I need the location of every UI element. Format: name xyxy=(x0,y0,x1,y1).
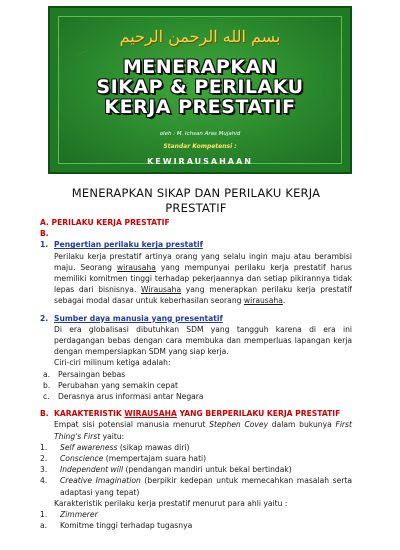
list-marker: c. xyxy=(43,392,50,402)
section-b2-heading xyxy=(40,408,352,419)
list-text: (pendangan mandiri untuk bekal bertindak) xyxy=(123,465,292,475)
list-marker: a. xyxy=(40,521,48,531)
document-body xyxy=(40,186,352,531)
subsection-2-heading xyxy=(40,313,352,324)
banner-standar-label: Standar Kompetensi : xyxy=(163,143,237,150)
subsection-title: Pengertian perilaku kerja prestatif xyxy=(54,240,203,250)
document-title xyxy=(40,186,352,215)
subsection-1-heading xyxy=(40,239,352,250)
document-title-line: PRESTATIF xyxy=(165,200,227,215)
text-run-italic: First Thing's First xyxy=(54,420,352,441)
banner-kompetensi: KEWIRAUSAHAAN xyxy=(147,157,253,166)
text-run: yaitu: xyxy=(100,431,125,441)
list-text: (mempertajam suara hati) xyxy=(103,454,207,464)
subsection-number: 1. xyxy=(40,240,49,250)
subsection-number: 2. xyxy=(40,313,49,323)
section-marker: B. xyxy=(40,409,49,419)
list-text-italic: Self awareness xyxy=(60,442,118,452)
text-run-italic: Stephen Covey xyxy=(209,420,269,430)
list-marker: 1. xyxy=(40,442,48,452)
text-run: KARAKTERISTIK xyxy=(54,409,125,419)
text-run-underlined: Wirausaha xyxy=(141,285,182,295)
banner-title xyxy=(59,57,341,117)
list-text-italic: Creative Imagination xyxy=(60,476,141,486)
list-marker: a. xyxy=(43,369,51,379)
list-text: (berpikir kedepan untuk memecahkan masalah serta adaptasi yang tepat) xyxy=(60,476,352,497)
list-item xyxy=(40,464,352,475)
list-item xyxy=(40,369,352,380)
text-run: dalam bukunya xyxy=(268,420,336,430)
list-marker: 3. xyxy=(40,465,48,475)
list-item xyxy=(40,520,352,531)
list-text: (sikap mawas diri) xyxy=(117,442,190,452)
text-run-underlined: WIRAUSAHA xyxy=(124,409,177,419)
list-item xyxy=(40,442,352,453)
text-run: yang mempunyai perilaku kerja prestatif harus memiliki komitmen tinggi terhadap pekerjaannya dan setiap pikirannya tidak lepas dari bisnisnya. xyxy=(54,262,352,295)
text-run-underlined: wirausaha xyxy=(116,262,156,272)
covey-paragraph xyxy=(40,419,352,441)
karakteristik-intro: Karakteristik perilaku kerja prestatif menurut para ahli yaitu : xyxy=(54,498,288,508)
list-item xyxy=(40,475,352,497)
text-run: YANG BERPERILAKU KERJA PRESTATIF xyxy=(176,409,341,419)
banner-panel xyxy=(58,16,342,164)
list-text-italic: Zimmerer xyxy=(60,510,98,520)
banner-title-line: MENERAPKAN xyxy=(122,56,278,78)
title-banner xyxy=(48,6,352,174)
list-text: Komitme tinggi terhadap tugasnya xyxy=(60,521,193,531)
section-a-heading: A. PERILAKU KERJA PRESTATIF xyxy=(40,218,170,227)
list-text: Persaingan bebas xyxy=(58,369,126,379)
list-marker: b. xyxy=(43,380,51,390)
list-text: Derasnya arus informasi antar Negara xyxy=(58,392,204,402)
text-run: yang menerapkan perilaku kerja prestatif sebagai modal dasar untuk keberhasilan seorang xyxy=(54,285,352,306)
section-b-heading: B. xyxy=(40,229,49,239)
subsection-title: Sumber daya manusia yang presentatif xyxy=(54,313,223,323)
text-run: . xyxy=(282,296,286,306)
list-text: Perubahan yang semakin cepat xyxy=(58,380,178,390)
section-title xyxy=(54,408,340,419)
list-marker: 1. xyxy=(40,510,48,520)
banner-author: oleh : M. Ichsan Aras Mujahid xyxy=(159,131,241,137)
text-run: Perilaku kerja prestatif artinya orang yang selalu ingin maju atau berambisi maju. Seorang xyxy=(54,251,352,272)
list-item xyxy=(40,380,352,391)
subsection-1-paragraph xyxy=(40,251,352,307)
list-marker: 2. xyxy=(40,454,48,464)
list-item xyxy=(40,453,352,464)
text-run: Empat sisi potensial manusia menurut xyxy=(54,420,210,430)
watermark: ..... xyxy=(75,45,90,57)
list-text-italic: Independent will xyxy=(60,465,124,475)
list-item xyxy=(40,391,352,402)
subsection-2-paragraph: Di era globalisasi dibutuhkan SDM yang tangguh karena di era ini perdagangan bebas dengan cara membuka dan memperluas lapangan kerja dengan mempersiapkan SDM yang siap kerja. xyxy=(54,324,352,357)
subsection-2-intro: Ciri-ciri milinum ketiga adalah: xyxy=(54,358,171,368)
text-run-underlined: wirausaha xyxy=(243,296,283,306)
arabic-calligraphy: بسم الله الرحمن الرحيم xyxy=(119,27,281,46)
banner-title-line: KERJA PRESTATIF xyxy=(104,96,296,118)
banner-title-line: SIKAP & PERILAKU xyxy=(96,76,304,98)
list-text-italic: Conscience xyxy=(60,454,104,464)
list-item xyxy=(40,509,352,520)
document-title-line: MENERAPKAN SIKAP DAN PERILAKU KERJA xyxy=(71,186,321,200)
list-marker: 4. xyxy=(40,476,48,486)
